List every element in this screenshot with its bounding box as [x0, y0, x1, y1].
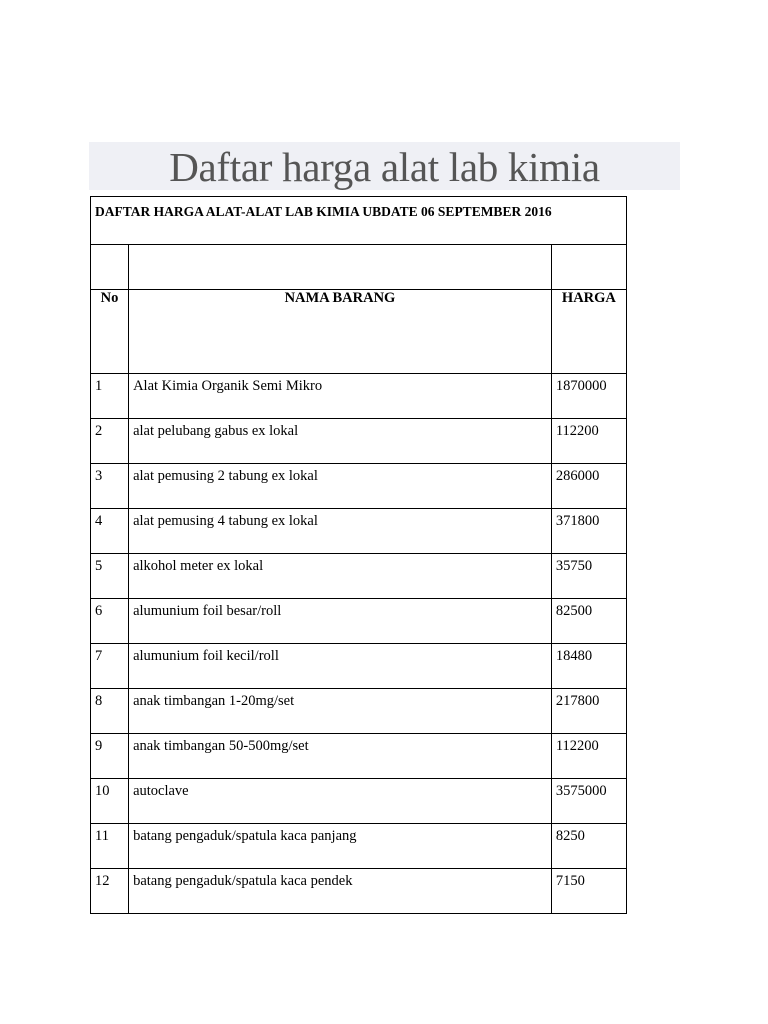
row-number-cell — [91, 689, 129, 734]
item-name-cell — [129, 419, 552, 464]
item-price-cell — [551, 869, 626, 914]
row-number-cell — [91, 734, 129, 779]
table-row — [91, 464, 627, 509]
row-number-cell — [91, 644, 129, 689]
item-name-text: alat pelubang gabus ex lokal — [133, 423, 299, 439]
item-price-text: 8250 — [555, 828, 585, 844]
row-number-text: 4 — [95, 513, 103, 529]
row-number-text: 11 — [95, 828, 109, 844]
item-price-cell — [551, 464, 626, 509]
row-number-cell — [91, 554, 129, 599]
row-number-cell — [91, 779, 129, 824]
row-number-cell — [91, 599, 129, 644]
item-price-cell — [551, 509, 626, 554]
table-row — [91, 509, 627, 554]
table-row — [91, 689, 627, 734]
row-number-text: 12 — [95, 873, 110, 889]
table-header-text: DAFTAR HARGA ALAT-ALAT LAB KIMIA UBDATE 06 SEPTEMBER 2016 — [95, 204, 552, 219]
item-price-text: 82500 — [555, 603, 593, 619]
item-price-cell — [551, 599, 626, 644]
item-name-text: Alat Kimia Organik Semi Mikro — [133, 378, 323, 394]
row-number-cell — [91, 464, 129, 509]
item-price-text: 35750 — [555, 558, 593, 574]
row-number-text: 10 — [95, 783, 110, 799]
price-table — [90, 196, 627, 914]
table-header-cell — [91, 197, 627, 245]
item-name-text: anak timbangan 50-500mg/set — [133, 738, 309, 754]
item-name-text: alumunium foil kecil/roll — [133, 648, 279, 664]
table-row — [91, 599, 627, 644]
item-name-text: autoclave — [133, 783, 189, 799]
item-name-cell — [129, 599, 552, 644]
item-price-cell — [551, 419, 626, 464]
item-price-cell — [551, 824, 626, 869]
row-number-text: 2 — [95, 423, 103, 439]
column-header-no: No — [91, 290, 129, 374]
item-name-cell — [129, 824, 552, 869]
table-blank-row — [91, 245, 627, 290]
item-price-text: 217800 — [555, 693, 600, 709]
row-number-text: 3 — [95, 468, 103, 484]
column-header-row — [91, 290, 627, 374]
table-row — [91, 644, 627, 689]
item-name-cell — [129, 464, 552, 509]
item-price-text: 3575000 — [555, 783, 607, 799]
item-name-cell — [129, 689, 552, 734]
row-number-cell — [91, 374, 129, 419]
item-price-text: 1870000 — [555, 378, 607, 394]
row-number-text: 6 — [95, 603, 103, 619]
table-row — [91, 554, 627, 599]
item-price-cell — [551, 644, 626, 689]
document-title: Daftar harga alat lab kimia — [169, 144, 600, 190]
item-price-cell — [551, 554, 626, 599]
item-name-cell — [129, 374, 552, 419]
column-header-name: NAMA BARANG — [129, 290, 552, 374]
item-price-text: 286000 — [555, 468, 600, 484]
row-number-cell — [91, 824, 129, 869]
item-price-text: 112200 — [555, 423, 599, 439]
row-number-text: 7 — [95, 648, 103, 664]
row-number-text: 9 — [95, 738, 103, 754]
item-price-text: 371800 — [555, 513, 600, 529]
item-name-text: alat pemusing 4 tabung ex lokal — [133, 513, 318, 529]
item-name-text: batang pengaduk/spatula kaca pendek — [133, 873, 353, 889]
table-row — [91, 824, 627, 869]
item-name-cell — [129, 734, 552, 779]
item-price-cell — [551, 779, 626, 824]
blank-cell — [91, 245, 129, 290]
table-row — [91, 734, 627, 779]
title-band — [89, 142, 680, 190]
item-price-cell — [551, 374, 626, 419]
item-name-text: batang pengaduk/spatula kaca panjang — [133, 828, 357, 844]
item-price-text: 7150 — [555, 873, 585, 889]
item-name-text: alumunium foil besar/roll — [133, 603, 282, 619]
item-price-cell — [551, 734, 626, 779]
row-number-text: 5 — [95, 558, 103, 574]
blank-cell — [129, 245, 552, 290]
item-name-cell — [129, 554, 552, 599]
item-price-cell — [551, 689, 626, 734]
item-name-cell — [129, 509, 552, 554]
table-row — [91, 419, 627, 464]
table-row — [91, 374, 627, 419]
row-number-cell — [91, 509, 129, 554]
row-number-text: 1 — [95, 378, 103, 394]
item-price-text: 112200 — [555, 738, 599, 754]
table-header-row — [91, 197, 627, 245]
row-number-text: 8 — [95, 693, 103, 709]
item-name-cell — [129, 644, 552, 689]
table-row — [91, 869, 627, 914]
item-name-cell — [129, 779, 552, 824]
row-number-cell — [91, 419, 129, 464]
table-row — [91, 779, 627, 824]
item-name-text: alat pemusing 2 tabung ex lokal — [133, 468, 318, 484]
item-name-text: alkohol meter ex lokal — [133, 558, 264, 574]
item-name-text: anak timbangan 1-20mg/set — [133, 693, 295, 709]
row-number-cell — [91, 869, 129, 914]
column-header-price: HARGA — [551, 290, 626, 374]
item-price-text: 18480 — [555, 648, 593, 664]
blank-cell — [551, 245, 626, 290]
item-name-cell — [129, 869, 552, 914]
